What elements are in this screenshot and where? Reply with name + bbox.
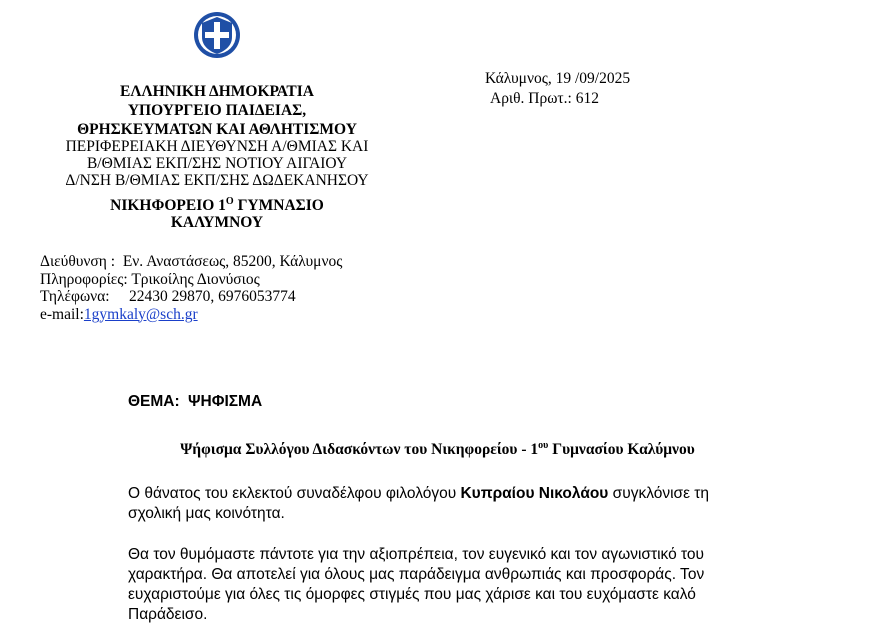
- school-name-post: ΓΥΜΝΑΣΙΟ: [233, 197, 324, 215]
- subject-value: ΨΗΦΙΣΜΑ: [187, 393, 263, 410]
- address-row: [40, 253, 342, 271]
- body-paragraph-1: [128, 484, 768, 524]
- p1-colleague-name: Κυπραίου Νικολάου: [460, 485, 609, 502]
- greek-national-emblem-icon: [192, 10, 242, 60]
- paragraph-2-line-4: Παράδεισο.: [128, 606, 208, 623]
- body-paragraph-2: [128, 545, 768, 625]
- info-label: Πληροφορίες:: [40, 270, 128, 288]
- header-line-directorate: Δ/ΝΣΗ Β/ΘΜΙΑΣ ΕΚΠ/ΣΗΣ ΔΩΔΕΚΑΝΗΣΟΥ: [65, 172, 369, 189]
- contact-block: [40, 253, 342, 323]
- school-name-pre: ΝΙΚΗΦΟΡΕΙΟ 1: [110, 197, 226, 215]
- paragraph-2-line-2: χαρακτήρα. Θα αποτελεί για όλους μας παράδειγμα ανθρωπιάς και προσφοράς. Τον: [128, 566, 705, 583]
- p1-text-pre: Ο θάνατος του εκλεκτού συναδέλφου φιλολόγου: [128, 485, 461, 502]
- resolution-title-sup: ου: [538, 440, 549, 451]
- school-name-sup: Ο: [225, 196, 234, 207]
- subject-line: [128, 393, 262, 411]
- header-line-ministry-2: ΘΡΗΣΚΕΥΜΑΤΩΝ ΚΑΙ ΑΘΛΗΤΙΣΜΟΥ: [77, 121, 357, 138]
- place-date: Κάλυμνος, 19 /09/2025: [485, 70, 631, 87]
- header-line-school-2: ΚΑΛΥΜΝΟΥ: [170, 214, 264, 231]
- phone-value: 22430 29870, 6976053774: [109, 288, 296, 305]
- paragraph-1-line-2: σχολική μας κοινότητα.: [128, 505, 285, 522]
- resolution-title-pre: Ψήφισμα Συλλόγου Διδασκόντων του Νικηφορείου - 1: [180, 441, 539, 459]
- phone-row: [40, 288, 342, 306]
- info-row: [40, 271, 342, 289]
- p1-text-post: συγκλόνισε τη: [608, 485, 710, 502]
- address-value: Εν. Αναστάσεως, 85200, Κάλυμνος: [115, 253, 343, 270]
- email-link[interactable]: 1gymkaly@sch.gr: [83, 305, 198, 323]
- email-label: e-mail:: [40, 305, 84, 323]
- info-value: Τρικοίλης Διονύσιος: [127, 270, 260, 288]
- paragraph-2-line-3: ευχαριστούμε για όλες τις όμορφες στιγμές που μας χάρισε και του ευχόμαστε καλό: [128, 586, 696, 603]
- subject-label: ΘΕΜΑ:: [128, 393, 180, 410]
- resolution-title: [0, 440, 875, 459]
- resolution-title-post: Γυμνασίου Καλύμνου: [548, 441, 695, 459]
- header-line-republic: ΕΛΛΗΝΙΚΗ ΔΗΜΟΚΡΑΤΙΑ: [120, 83, 314, 100]
- header-line-regional-2: Β/ΘΜΙΑΣ ΕΚΠ/ΣΗΣ ΝΟΤΙΟΥ ΑΙΓΑΙΟΥ: [86, 155, 348, 172]
- protocol-number: Αριθ. Πρωτ.: 612: [490, 90, 599, 107]
- paragraph-2-line-1: Θα τον θυμόμαστε πάντοτε για την αξιοπρέπεια, τον ευγενικό και τον αγωνιστικό του: [128, 546, 705, 563]
- header-line-ministry: ΥΠΟΥΡΓΕΙΟ ΠΑΙΔΕΙΑΣ,: [127, 102, 307, 119]
- phone-label: Τηλέφωνα:: [40, 288, 110, 305]
- header-line-school: [67, 193, 367, 215]
- paragraph-1-line-1: [128, 484, 768, 504]
- address-label: Διεύθυνση :: [40, 253, 116, 270]
- email-row: [40, 306, 342, 324]
- header-line-regional: ΠΕΡΙΦΕΡΕΙΑΚΗ ΔΙΕΥΘΥΝΣΗ Α/ΘΜΙΑΣ ΚΑΙ: [65, 138, 369, 155]
